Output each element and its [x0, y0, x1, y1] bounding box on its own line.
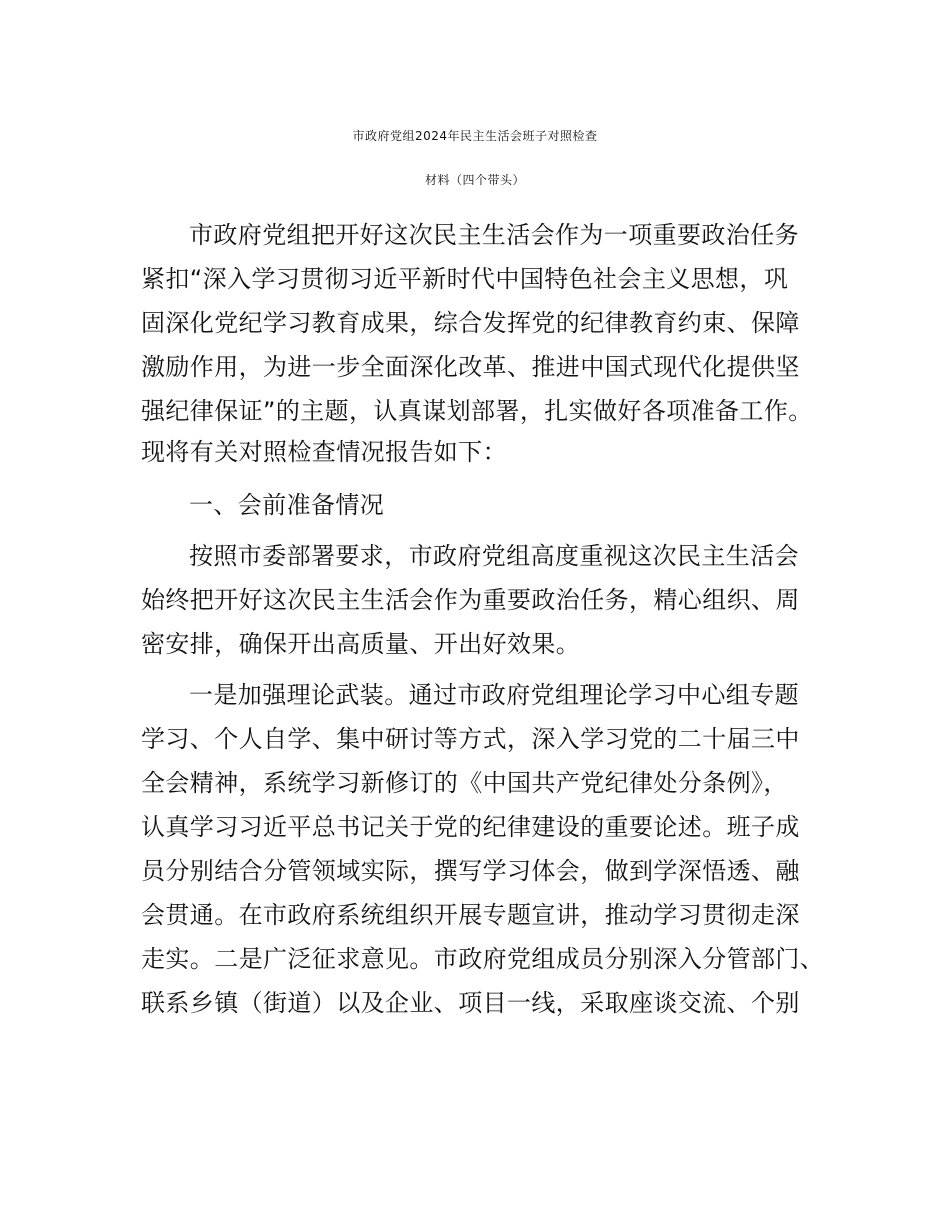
paragraph-line: 一是加强理论武装。通过市政府党组理论学习中心组专题: [189, 681, 799, 709]
section-heading: 一、会前准备情况: [189, 491, 385, 519]
paragraph-line: 市政府党组把开好这次民主生活会作为一项重要政治任务: [189, 221, 799, 249]
paragraph-line: 按照市委部署要求，市政府党组高度重视这次民主生活会: [189, 542, 799, 570]
paragraph-line: 激励作用，为进一步全面深化改革、推进中国式现代化提供坚: [141, 353, 800, 381]
paragraph-line: 固深化党纪学习教育成果，综合发挥党的纪律教育约束、保障: [141, 309, 800, 337]
paragraph-line: 现将有关对照检查情况报告如下：: [141, 438, 507, 466]
paragraph-line: 走实。二是广泛征求意见。市政府党组成员分别深入分管部门、: [141, 945, 825, 973]
document-title-line-1: 市政府党组2024年民主生活会班子对照检查: [352, 129, 598, 143]
paragraph-line: 会贯通。在市政府系统组织开展专题宣讲，推动学习贯彻走深: [141, 901, 800, 929]
paragraph-line: 学习、个人自学、集中研讨等方式，深入学习党的二十届三中: [141, 725, 800, 753]
paragraph-line: 员分别结合分管领域实际，撰写学习体会，做到学深悟透、融: [141, 857, 800, 885]
document-title-line-2: 材料（四个带头）: [424, 173, 525, 187]
paragraph-line: 紧扣“深入学习贯彻习近平新时代中国特色社会主义思想，巩: [141, 265, 789, 293]
paragraph-line: 始终把开好这次民主生活会作为重要政治任务，精心组织、周: [141, 586, 800, 614]
paragraph-line: 联系乡镇（街道）以及企业、项目一线，采取座谈交流、个别: [141, 989, 800, 1017]
paragraph-line: 强纪律保证”的主题，认真谋划部署，扎实做好各项准备工作。: [141, 397, 813, 425]
paragraph-line: 密安排，确保开出高质量、开出好效果。: [141, 630, 581, 658]
paragraph-line: 全会精神，系统学习新修订的《中国共产党纪律处分条例》，: [141, 769, 788, 797]
paragraph-line: 认真学习习近平总书记关于党的纪律建设的重要论述。班子成: [141, 813, 800, 841]
